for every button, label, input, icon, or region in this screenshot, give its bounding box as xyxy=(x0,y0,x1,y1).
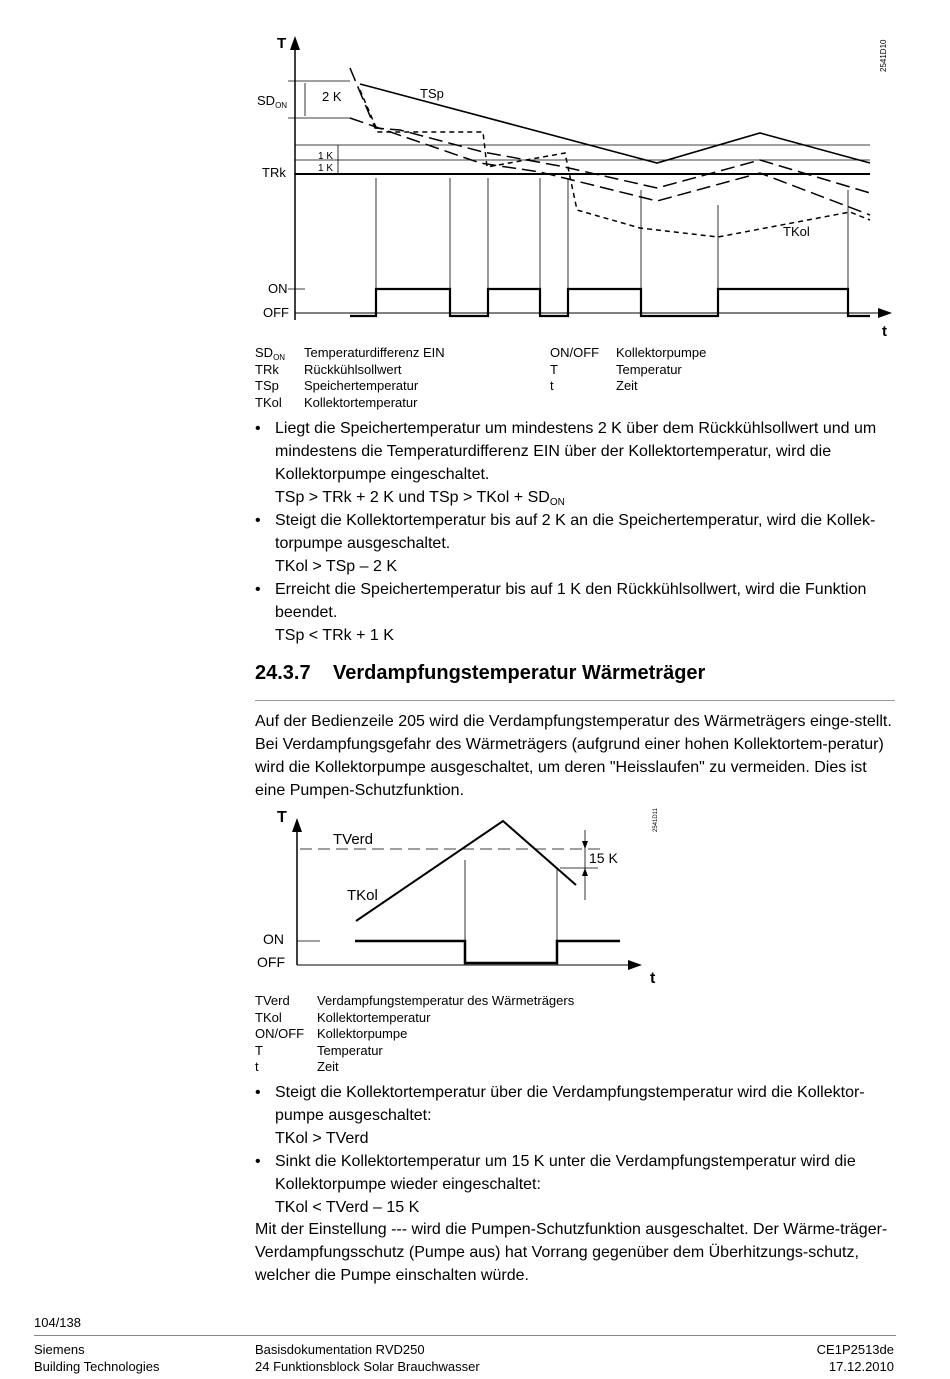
tkol-label: TKol xyxy=(347,887,378,904)
y-axis-arrow xyxy=(290,36,300,50)
1k-label-a: 1 K xyxy=(318,151,334,162)
axis-t-label: t xyxy=(650,970,656,987)
off-label: OFF xyxy=(263,305,289,320)
tkol-line xyxy=(360,90,870,237)
page-number: 104/138 xyxy=(34,1315,81,1330)
bullet-list-2 xyxy=(255,1081,905,1219)
divider xyxy=(255,700,895,701)
axis-t-label: t xyxy=(882,323,887,340)
formula: TSp > TRk + 2 K und TSp > TKol + $SD_{ON}$ xyxy=(275,489,565,508)
footer-center: Basisdokumentation RVD250 24 Funktionsblock Solar Brauchwasser xyxy=(255,1342,480,1374)
tkol-line xyxy=(356,821,576,921)
sd-label: $SD_{ON}$ xyxy=(257,93,288,110)
formula: TKol > TVerd xyxy=(275,1130,369,1147)
axis-T-label: T xyxy=(277,809,287,826)
footer-left: Siemens Building Technologies xyxy=(34,1342,160,1374)
footer-right: CE1P2513de 17.12.2010 xyxy=(816,1342,894,1374)
tsp-label: TSp xyxy=(420,86,444,101)
closing-paragraph: Mit der Einstellung --- wird die Pumpen-Schutzfunktion ausgeschaltet. Der Wärme-träger-Verdampfungsschutz (Pumpe aus) hat Vorrang gegenüber dem Überhitzungs-schutz, welcher die Pumpe einschalten würde. xyxy=(255,1221,888,1284)
legend-1: $SD_{ON}$ Temperaturdifferenz EIN TRk Rückkühlsollwert TSp Speichertemperatur TKol Kollektortemperatur xyxy=(255,345,445,410)
15k-label: 15 K xyxy=(589,850,618,866)
figure-code: 2541D10 xyxy=(879,39,888,72)
list-item: • Steigt die Kollektortemperatur über die Verdampfungstemperatur wird die Kollektor-pumpe ausgeschaltet: xyxy=(255,1081,905,1127)
figure-code: 2541D11 xyxy=(653,808,659,832)
off-label: OFF xyxy=(257,954,285,970)
tkol-label: TKol xyxy=(783,224,810,239)
trk-label: TRk xyxy=(262,165,286,180)
section-heading: 24.3.7 Verdampfungstemperatur Wärmeträger xyxy=(255,662,706,684)
on-label: ON xyxy=(263,931,284,947)
list-item: • Erreicht die Speichertemperatur bis auf 1 K den Rückkühlsollwert, wird die Funktion beendet. xyxy=(255,578,905,624)
footer-divider xyxy=(34,1335,896,1336)
tverd-label: TVerd xyxy=(333,831,374,848)
x-axis-arrow xyxy=(878,308,892,318)
diagram-evaporation xyxy=(0,800,950,992)
legend-2: TVerd Verdampfungstemperatur des Wärmeträgers TKol Kollektortemperatur ON/OFF Kollektorpumpe T Temperatur t Zeit xyxy=(255,993,575,1074)
axis-T-label: T xyxy=(277,35,287,52)
pump-signal xyxy=(350,289,870,316)
pump-signal xyxy=(355,941,620,963)
diagram-solar-pump xyxy=(0,0,950,345)
bullet-list-1 xyxy=(255,417,905,647)
legend-1b: ON/OFF Kollektorpumpe T Temperatur t Zeit xyxy=(550,345,707,393)
2k-label: 2 K xyxy=(322,89,342,104)
on-label: ON xyxy=(268,281,288,296)
formula: TKol > TSp – 2 K xyxy=(275,558,397,575)
list-item: • Steigt die Kollektortemperatur bis auf 2 K an die Speichertemperatur, wird die Kollek-torpumpe ausgeschaltet. xyxy=(255,509,905,555)
list-item: • Liegt die Speichertemperatur um mindestens 2 K über dem Rückkühlsollwert und um mindestens die Temperaturdifferenz EIN über der Kollektortemperatur, wird die Kollektorpumpe eingeschaltet. xyxy=(255,417,905,486)
intro-paragraph: Auf der Bedienzeile 205 wird die Verdampfungstemperatur des Wärmeträgers einge-stellt. Bei Verdampfungsgefahr des Wärmeträgers (aufgrund einer hohen Kollektortem-peratur) wird die Kollektorpumpe ausgeschaltet, um deren "Heisslaufen" zu vermeiden. Dies ist eine Pumpen-Schutzfunktion. xyxy=(255,713,892,799)
list-item: • Sinkt die Kollektortemperatur um 15 K unter die Verdampfungstemperatur wird die Kollektorpumpe wieder eingeschaltet: xyxy=(255,1150,905,1196)
formula: TKol < TVerd – 15 K xyxy=(275,1199,420,1216)
1k-label-b: 1 K xyxy=(318,163,334,174)
formula: TSp < TRk + 1 K xyxy=(275,627,394,644)
